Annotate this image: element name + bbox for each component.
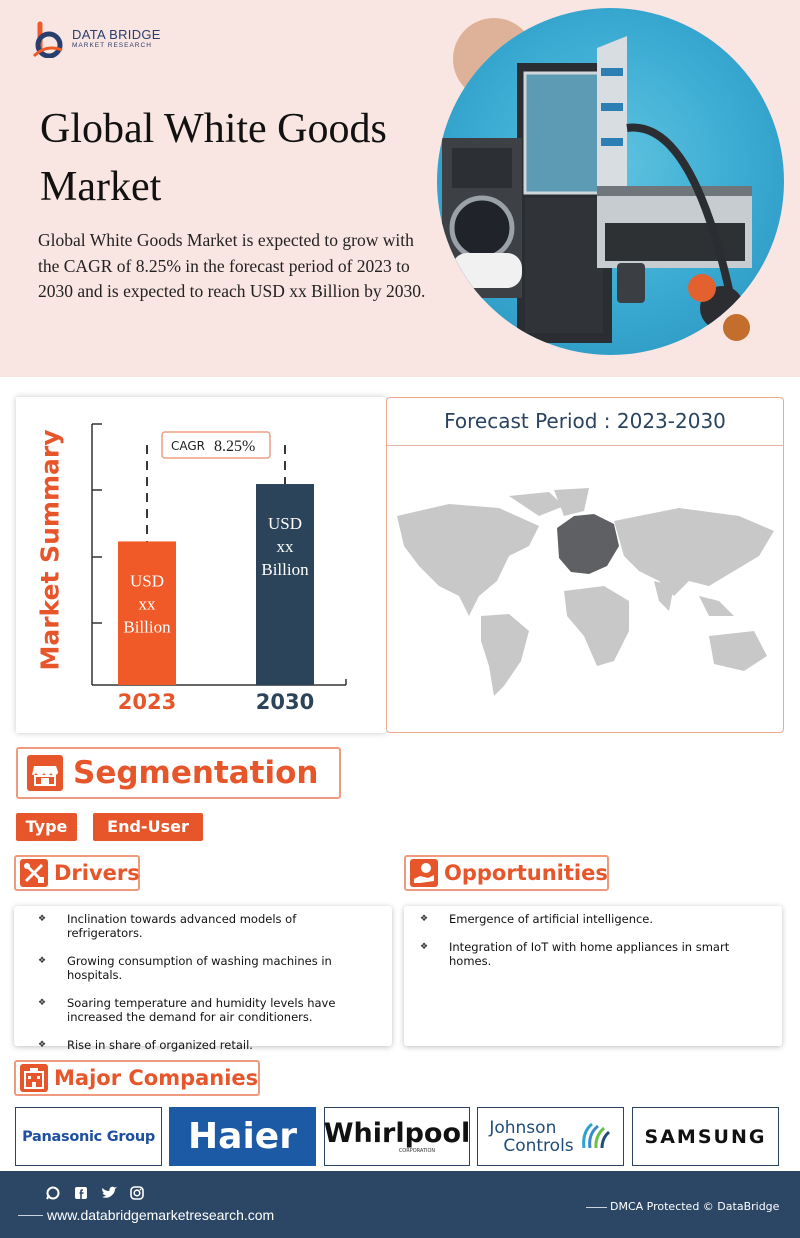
brand-tagline: MARKET RESEARCH xyxy=(72,42,152,50)
list-item-text: Integration of IoT with home appliances in smart homes. xyxy=(449,940,730,968)
instagram-icon[interactable] xyxy=(129,1185,145,1201)
drivers-header xyxy=(14,855,140,891)
list-item-text: Emergence of artificial intelligence. xyxy=(449,912,654,926)
opportunity-icon xyxy=(410,859,438,887)
segmentation-header xyxy=(16,747,341,799)
market-summary-chart xyxy=(16,397,386,733)
data-bridge-logo-icon xyxy=(32,20,66,58)
footer-website-link[interactable]: www.databridgemarketresearch.com xyxy=(47,1207,275,1223)
appliances-illustration-icon xyxy=(437,8,784,355)
list-item xyxy=(38,996,374,1024)
market-summary-label: Market Summary xyxy=(35,429,65,671)
bar-value-label: USD xyxy=(267,514,303,534)
samsung-logo-text: SAMSUNG xyxy=(644,1125,767,1148)
bar-value-label: USD xyxy=(129,571,165,591)
footer-dmca: DMCA Protected © DataBridge xyxy=(610,1200,780,1213)
list-item xyxy=(38,912,374,940)
forecast-title: Forecast Period : 2023-2030 xyxy=(387,398,783,446)
johnson-controls-swirl-icon xyxy=(578,1120,612,1154)
company-logo-samsung[interactable] xyxy=(632,1107,779,1166)
opportunities-title: Opportunities xyxy=(444,861,608,885)
bullet-icon: ❖ xyxy=(38,956,47,966)
list-item xyxy=(420,912,764,926)
cagr-value: 8.25% xyxy=(214,438,256,455)
forecast-card xyxy=(386,397,784,733)
company-logo-haier[interactable] xyxy=(169,1107,316,1166)
decorative-dot xyxy=(723,314,750,341)
list-item-text: Inclination towards advanced models of refrigerators. xyxy=(67,912,297,940)
drivers-list xyxy=(38,912,374,1052)
bullet-icon: ❖ xyxy=(38,998,47,1008)
company-logo-whirlpool[interactable] xyxy=(324,1107,470,1166)
bar-value-label: xx xyxy=(138,594,156,614)
johnson-logo-line2: Controls xyxy=(503,1135,574,1156)
bullet-icon: ❖ xyxy=(38,1040,47,1050)
segment-pill-end-user[interactable]: End-User xyxy=(93,813,203,841)
drivers-list-card xyxy=(14,906,392,1052)
list-item-text: Growing consumption of washing machines in hospitals. xyxy=(67,954,332,982)
brand-logo[interactable] xyxy=(32,20,161,58)
segment-pill-type[interactable]: Type xyxy=(16,813,77,841)
bullet-icon: ❖ xyxy=(420,914,429,924)
list-item xyxy=(38,954,374,982)
facebook-icon[interactable] xyxy=(73,1185,89,1201)
footer-divider-left xyxy=(18,1215,43,1216)
major-companies-header xyxy=(14,1060,260,1096)
storefront-icon xyxy=(27,755,63,791)
tools-icon xyxy=(20,859,48,887)
major-companies-title: Major Companies xyxy=(54,1066,259,1090)
bullet-icon: ❖ xyxy=(420,942,429,952)
bar-value-label: xx xyxy=(276,537,294,557)
company-logo-johnson-controls[interactable] xyxy=(477,1107,624,1166)
whirlpool-logo-text: Whirlpool xyxy=(323,1117,471,1149)
page-title: Global White Goods Market xyxy=(40,106,387,210)
year-label-2023: 2023 xyxy=(117,690,177,714)
cagr-label: CAGR xyxy=(171,439,206,453)
company-logo-panasonic[interactable] xyxy=(15,1107,162,1166)
hero-description: Global White Goods Market is expected to grow with the CAGR of 8.25% in the forecast period of 2023 to 2030 and is expected to reach USD xx Billion by 2030. xyxy=(38,230,426,301)
opportunities-header xyxy=(404,855,609,891)
list-item-text: Rise in share of organized retail. xyxy=(67,1038,253,1052)
footer-divider-right xyxy=(586,1207,607,1208)
bullet-icon: ❖ xyxy=(38,914,47,924)
europe-region xyxy=(557,514,619,574)
list-item xyxy=(38,1038,374,1052)
social-links xyxy=(45,1185,145,1201)
drivers-title: Drivers xyxy=(54,861,140,885)
home-appliances-image xyxy=(437,8,784,355)
list-item xyxy=(420,940,764,968)
haier-logo-text: Haier xyxy=(188,1116,297,1157)
whatsapp-icon[interactable] xyxy=(45,1185,61,1201)
opportunities-list xyxy=(420,912,764,968)
segmentation-title: Segmentation xyxy=(73,755,319,791)
building-icon xyxy=(20,1064,48,1092)
list-item-text: Soaring temperature and humidity levels have increased the demand for air conditioners. xyxy=(67,996,336,1024)
johnson-logo-line1: Johnson xyxy=(489,1117,557,1138)
bar-value-label: Billion xyxy=(261,560,309,580)
bar-value-label: Billion xyxy=(123,617,171,637)
world-map-icon xyxy=(389,486,783,701)
year-label-2030: 2030 xyxy=(255,690,315,714)
twitter-icon[interactable] xyxy=(101,1185,117,1201)
brand-name: DATA BRIDGE xyxy=(72,27,161,43)
opportunities-list-card xyxy=(404,906,782,1046)
panasonic-logo-text: Panasonic Group xyxy=(22,1128,155,1145)
whirlpool-logo-sub: CORPORATION xyxy=(398,1147,436,1154)
